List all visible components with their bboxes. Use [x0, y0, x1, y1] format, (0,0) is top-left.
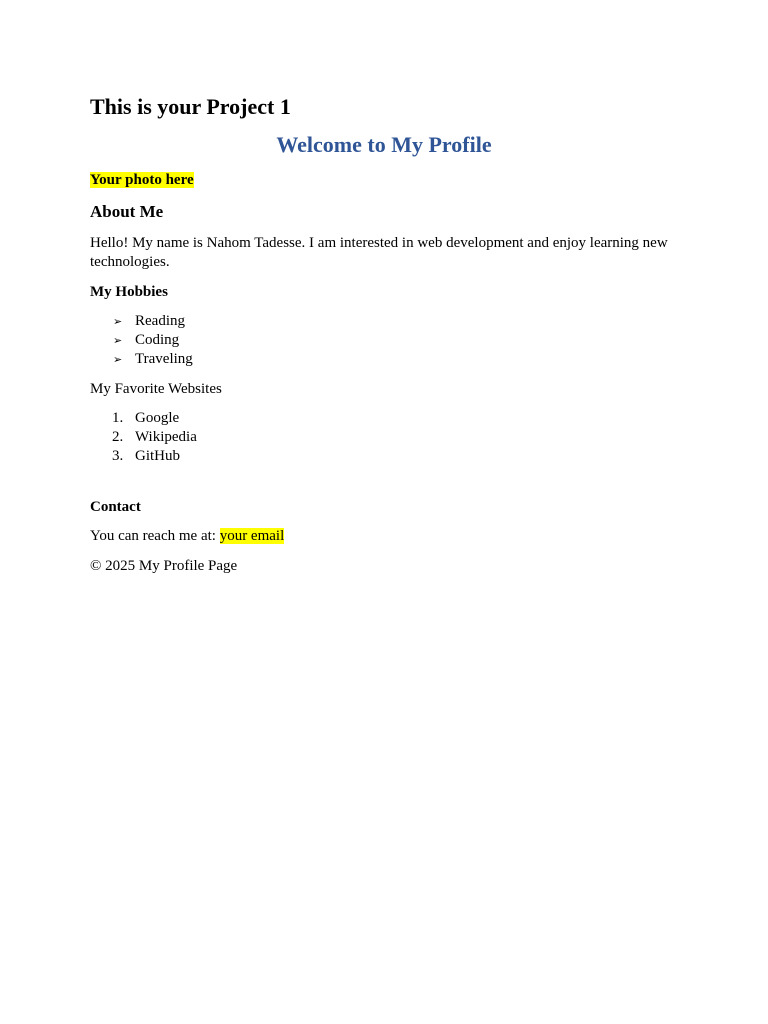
arrowhead-bullet-icon: ➢ — [113, 334, 123, 347]
about-heading: About Me — [90, 202, 164, 221]
photo-placeholder — [90, 171, 194, 189]
hobby-label: Traveling — [135, 351, 193, 367]
project-title: This is your Project 1 — [90, 94, 291, 119]
contact-prefix: You can reach me at: — [90, 528, 220, 544]
about-text: Hello! My name is Nahom Tadesse. I am interested in web development and enjoy learning new technologies. — [90, 235, 668, 270]
welcome-heading: Welcome to My Profile — [276, 132, 492, 157]
contact-heading: Contact — [90, 499, 141, 515]
list-number: 2. — [112, 429, 124, 445]
website-list — [90, 409, 197, 466]
list-number: 1. — [112, 410, 124, 426]
list-item — [90, 428, 197, 447]
contact-line — [90, 527, 284, 545]
list-item — [90, 350, 193, 369]
list-item — [90, 312, 193, 331]
website-label: Wikipedia — [135, 429, 197, 445]
hobby-label: Coding — [135, 332, 180, 348]
arrowhead-bullet-icon: ➢ — [113, 315, 123, 328]
list-item — [90, 447, 197, 466]
hobby-list — [90, 312, 193, 369]
websites-heading: My Favorite Websites — [90, 381, 222, 397]
hobby-label: Reading — [135, 313, 185, 329]
contact-email-placeholder: your email — [219, 528, 285, 544]
hobbies-heading: My Hobbies — [90, 284, 168, 300]
website-label: Google — [135, 410, 180, 426]
website-label: GitHub — [135, 448, 180, 464]
photo-placeholder-text: Your photo here — [90, 172, 194, 188]
list-item — [90, 409, 197, 428]
list-number: 3. — [112, 448, 124, 464]
arrowhead-bullet-icon: ➢ — [113, 353, 123, 366]
footer-copyright: © 2025 My Profile Page — [90, 558, 238, 574]
list-item — [90, 331, 193, 350]
